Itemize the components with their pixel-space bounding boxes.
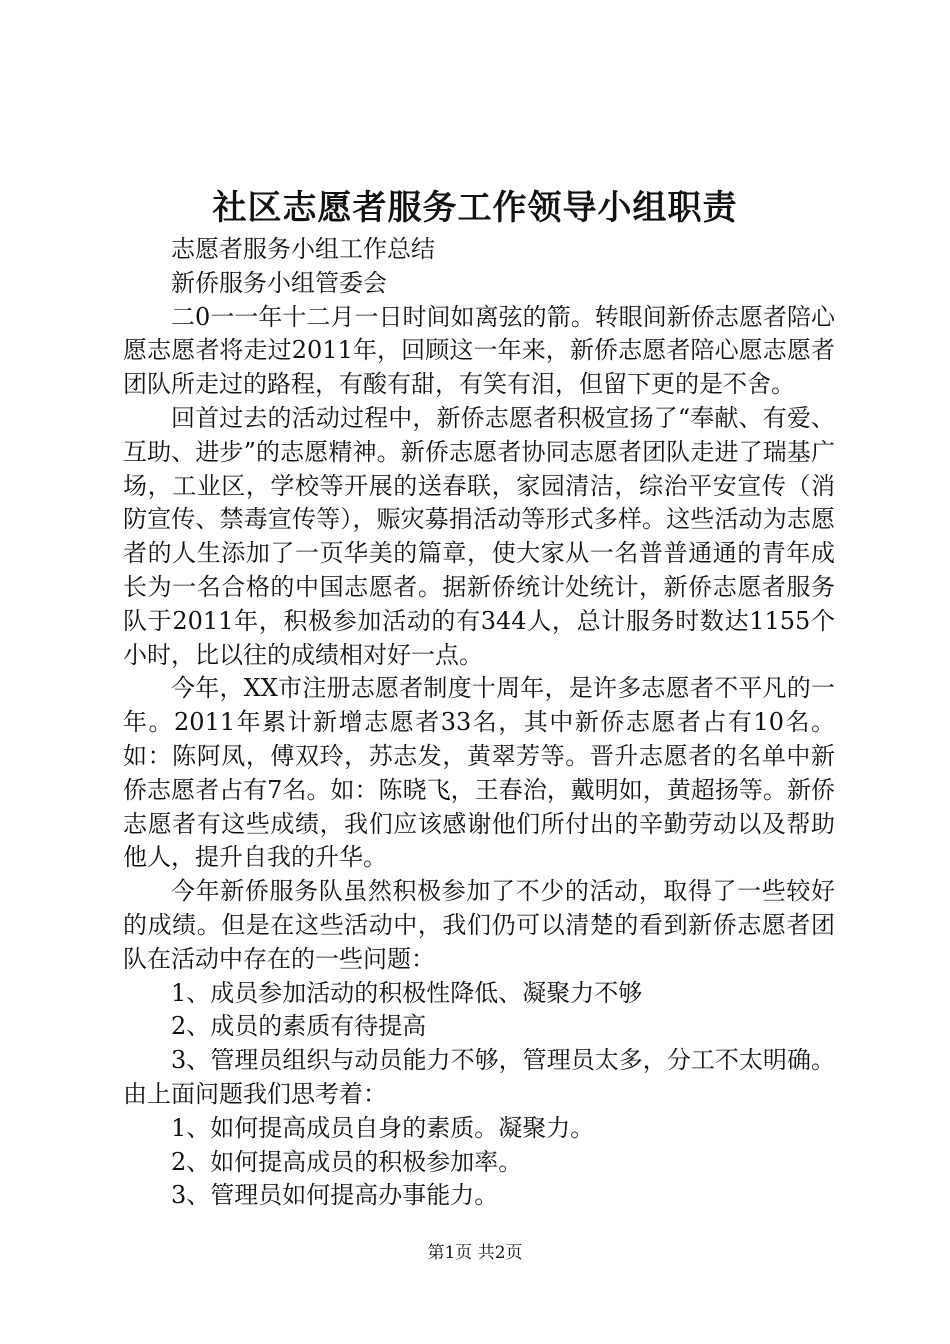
page-number-footer: 第1页 共2页 xyxy=(427,1243,523,1263)
problem-item-2: 2、成员的素质有待提高 xyxy=(171,1012,427,1041)
subtitle-committee: 新侨服务小组管委会 xyxy=(171,268,387,297)
document-body xyxy=(123,233,835,1213)
problem-item-3: 3、管理员组织与动员能力不够，管理员太多，分工不太明确。由上面问题我们思考着： xyxy=(123,1046,835,1108)
problem-item-1: 1、成员参加活动的积极性降低、凝聚力不够 xyxy=(171,978,643,1007)
paragraph-problems: 今年新侨服务队虽然积极参加了不少的活动，取得了一些较好的成绩。但是在这些活动中，我们仍可以清楚的看到新侨志愿者团队在活动中存在的一些问题： xyxy=(123,877,835,973)
solution-item-3: 3、管理员如何提高办事能力。 xyxy=(171,1181,499,1210)
document-title: 社区志愿者服务工作领导小组职责 xyxy=(212,188,738,228)
solution-item-2: 2、如何提高成员的积极参加率。 xyxy=(171,1147,523,1176)
paragraph-anniversary: 今年，XX市注册志愿者制度十周年，是许多志愿者不平凡的一年。2011年累计新增志愿者33名，其中新侨志愿者占有10名。如：陈阿凤，傅双玲，苏志发，黄翠芳等。晋升志愿者的名单中新侨志愿者占有7名。如：陈晓飞，王春治，戴明如，黄超扬等。新侨志愿者有这些成绩，我们应该感谢他们所付出的辛勤劳动以及帮助他人，提升自我的升华。 xyxy=(123,674,835,872)
paragraph-review: 回首过去的活动过程中，新侨志愿者积极宣扬了“奉献、有爱、互助、进步”的志愿精神。新侨志愿者协同志愿者团队走进了瑞基广场，工业区，学校等开展的送春联，家园清洁，综治平安宣传（消防宣传、禁毒宣传等），赈灾募捐活动等形式多样。这些活动为志愿者的人生添加了一页华美的篇章，使大家从一名普普通通的青年成长为一名合格的中国志愿者。据新侨统计处统计，新侨志愿者服务队于2011年，积极参加活动的有344人，总计服务时数达1155个小时，比以往的成绩相对好一点。 xyxy=(123,403,835,669)
paragraph-intro: 二0一一年十二月一日时间如离弦的箭。转眼间新侨志愿者陪心愿志愿者将走过2011年，回顾这一年来，新侨志愿者陪心愿志愿者团队所走过的路程，有酸有甜，有笑有泪，但留下更的是不舍。 xyxy=(123,302,835,399)
solution-item-1: 1、如何提高成员自身的素质。凝聚力。 xyxy=(171,1113,595,1142)
subtitle-summary: 志愿者服务小组工作总结 xyxy=(171,235,435,263)
